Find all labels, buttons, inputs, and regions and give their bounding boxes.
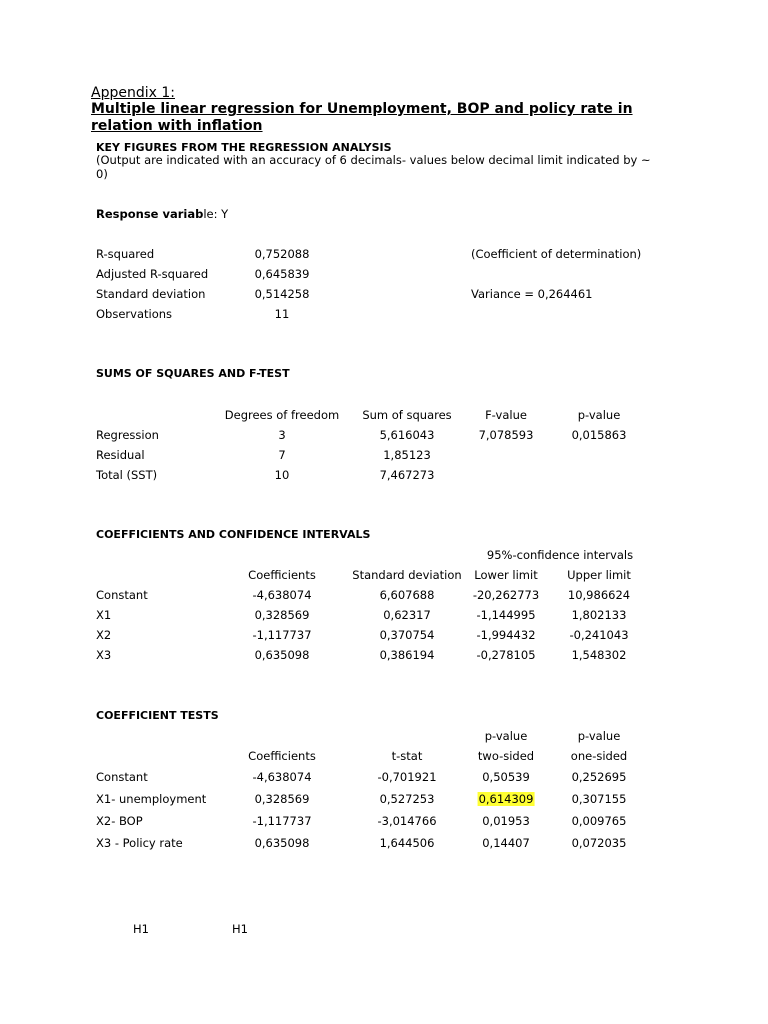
ci-cell: -1,994432 (476, 628, 536, 642)
ss-cell: 7,078593 (478, 428, 534, 442)
highlighted-p-value: 0,614309 (478, 792, 534, 806)
tests-cell: 0,252695 (571, 770, 627, 784)
response-variable (96, 207, 228, 221)
ss-cell: 3 (278, 428, 286, 442)
response-variable-label: Response variab (96, 207, 204, 221)
kf-label: Adjusted R-squared (96, 267, 209, 281)
tests-row-label: X2- BOP (96, 814, 143, 828)
ci-row-label: Constant (96, 588, 148, 602)
kf-value: 0,645839 (254, 267, 310, 281)
kf-value: 0,752088 (254, 247, 310, 261)
ci-cell: 0,62317 (383, 608, 431, 622)
tests-cell: 0,307155 (571, 792, 627, 806)
tests-cell: 0,009765 (571, 814, 627, 828)
kf-extra: Variance = 0,264461 (471, 287, 593, 301)
ss-col-header: p-value (577, 408, 621, 422)
tests-cell-highlighted (478, 792, 535, 806)
appendix-label: Appendix 1: (91, 85, 175, 101)
tests-cell: 0,635098 (254, 836, 310, 850)
kf-label: Observations (96, 307, 173, 321)
ci-cell: 1,548302 (571, 648, 627, 662)
tests-col-header-top: p-value (577, 729, 621, 743)
ss-cell: 1,85123 (383, 448, 431, 462)
ci-cell: 0,635098 (254, 648, 310, 662)
ci-cell: 6,607688 (379, 588, 435, 602)
tests-row-label: X3 - Policy rate (96, 836, 183, 850)
ci-cell: 0,370754 (379, 628, 435, 642)
tests-row-label: Constant (96, 770, 148, 784)
tests-cell: 0,01953 (482, 814, 530, 828)
ci-cell: -0,278105 (476, 648, 536, 662)
tests-col-header-top: p-value (484, 729, 528, 743)
ss-col-header: Sum of squares (362, 408, 452, 422)
ss-row-label: Regression (96, 428, 159, 442)
ci-col-header: Standard deviation (352, 568, 462, 582)
ci-cell: -0,241043 (569, 628, 629, 642)
tests-heading: COEFFICIENT TESTS (96, 709, 219, 722)
ss-cell: 5,616043 (379, 428, 435, 442)
tests-cell: 0,14407 (482, 836, 530, 850)
ci-cell: -1,144995 (476, 608, 536, 622)
tests-cell: -3,014766 (377, 814, 437, 828)
ci-row-label: X2 (96, 628, 112, 642)
tests-cell: 1,644506 (379, 836, 435, 850)
kf-label: R-squared (96, 247, 155, 261)
kf-value: 11 (274, 307, 290, 321)
ci-cell: -1,117737 (252, 628, 312, 642)
ci-cell: 1,802133 (571, 608, 627, 622)
tests-cell: -0,701921 (377, 770, 437, 784)
ci-col-header: Lower limit (474, 568, 538, 582)
tests-col-header: t-stat (391, 749, 423, 763)
ss-cell: 7 (278, 448, 286, 462)
tests-row-label: X1- unemployment (96, 792, 207, 806)
key-figures-heading: KEY FIGURES FROM THE REGRESSION ANALYSIS (96, 141, 392, 154)
ss-row-label: Residual (96, 448, 145, 462)
ci-col-header: Coefficients (248, 568, 316, 582)
tests-cell: 0,527253 (379, 792, 435, 806)
tests-cell: -1,117737 (252, 814, 312, 828)
kf-extra: (Coefficient of determination) (471, 247, 642, 261)
h1-label-b: H1 (232, 922, 248, 936)
tests-cell: 0,072035 (571, 836, 627, 850)
ci-cell: 0,328569 (254, 608, 310, 622)
ci-cell: -4,638074 (252, 588, 312, 602)
page-title-line-1: Multiple linear regression for Unemployment, BOP and policy rate in (91, 101, 633, 117)
kf-value: 0,514258 (254, 287, 310, 301)
ss-cell: 0,015863 (571, 428, 627, 442)
ci-cell: 10,986624 (567, 588, 631, 602)
page-title-line-2: relation with inflation (91, 118, 263, 134)
ss-col-header: Degrees of freedom (224, 408, 340, 422)
ci-col-header: Upper limit (567, 568, 631, 582)
ss-heading: SUMS OF SQUARES AND F-TEST (96, 367, 290, 380)
response-variable-value: le: Y (203, 207, 229, 221)
ss-row-label: Total (SST) (96, 468, 158, 482)
ss-col-header: F-value (485, 408, 527, 422)
ci-group-header: 95%-confidence intervals (486, 548, 634, 562)
ci-cell: -20,262773 (472, 588, 540, 602)
tests-col-header: two-sided (477, 749, 535, 763)
ci-cell: 0,386194 (379, 648, 435, 662)
tests-col-header: Coefficients (248, 749, 316, 763)
ci-row-label: X1 (96, 608, 112, 622)
tests-cell: 0,328569 (254, 792, 310, 806)
ci-row-label: X3 (96, 648, 112, 662)
tests-cell: -4,638074 (252, 770, 312, 784)
accuracy-note: (Output are indicated with an accuracy of 6 decimals- values below decimal limit indicated by ~ 0) (96, 153, 651, 181)
h1-label-a: H1 (133, 922, 149, 936)
ci-heading: COEFFICIENTS AND CONFIDENCE INTERVALS (96, 528, 371, 541)
tests-cell: 0,50539 (482, 770, 530, 784)
ss-cell: 10 (274, 468, 290, 482)
tests-col-header: one-sided (570, 749, 628, 763)
kf-label: Standard deviation (96, 287, 206, 301)
ss-cell: 7,467273 (379, 468, 435, 482)
